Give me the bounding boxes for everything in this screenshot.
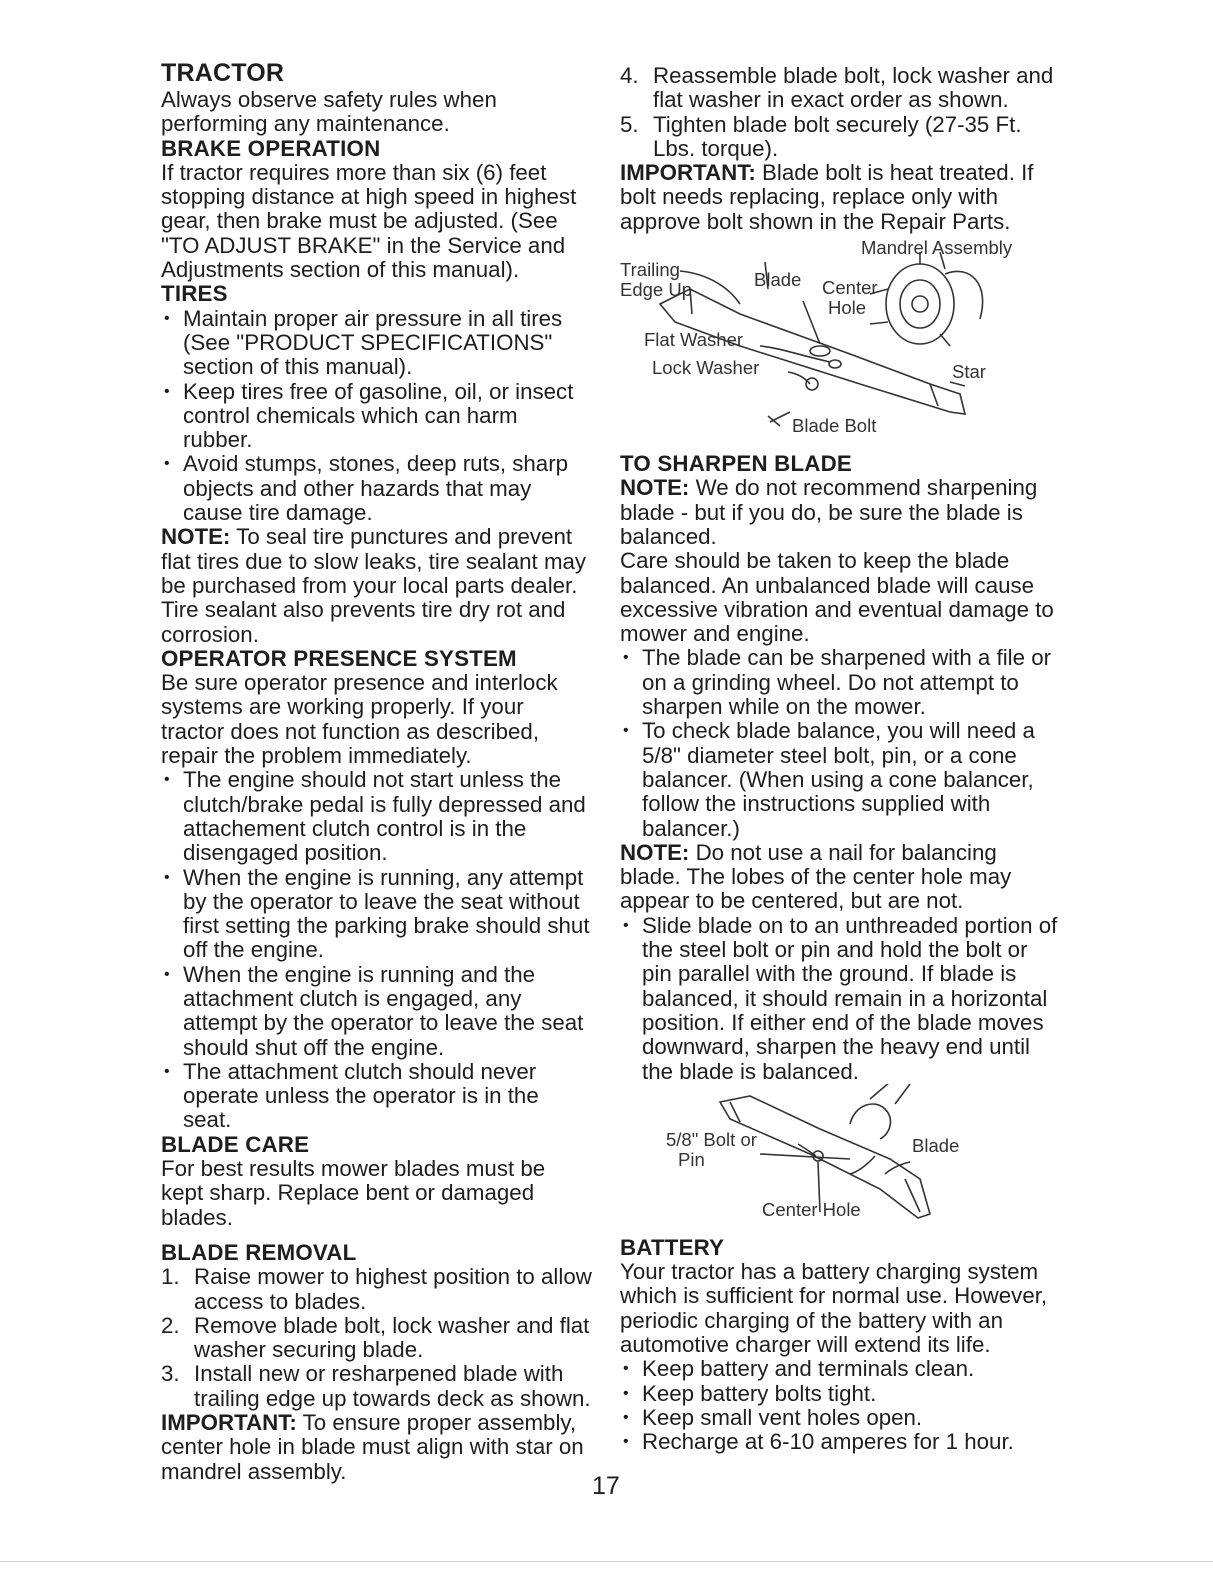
list-item: • Maintain proper air pressure in all tires (See "PRODUCT SPECIFICATIONS" section of this manual). xyxy=(161,307,593,380)
label-hole: Hole xyxy=(828,297,867,319)
tire-note xyxy=(161,525,593,646)
operator-presence-list xyxy=(161,768,593,1132)
tires-heading: TIRES xyxy=(161,281,228,307)
label-blade: Blade xyxy=(754,269,802,291)
list-item: • The blade can be sharpened with a file or on a grinding wheel. Do not attempt to sharpen while on the mower. xyxy=(620,646,1060,719)
list-item: 4. Reassemble blade bolt, lock washer and flat washer in exact order as shown. xyxy=(620,63,1054,113)
tires-list xyxy=(161,307,593,526)
sharpen-blade-heading: TO SHARPEN BLADE xyxy=(620,451,852,477)
list-item: • Keep battery and terminals clean. xyxy=(620,1357,1060,1381)
list-item: 3. Install new or resharpened blade with trailing edge up towards deck as shown. xyxy=(161,1361,591,1411)
label-star: Star xyxy=(952,361,986,383)
list-item: • Keep tires free of gasoline, oil, or insect control chemicals which can harm rubber. xyxy=(161,380,593,453)
label-bolt: 5/8" Bolt or xyxy=(666,1128,757,1150)
assembly-important xyxy=(161,1411,593,1484)
label-pin: Pin xyxy=(678,1148,705,1170)
list-item: • Slide blade on to an unthreaded portion of the steel bolt or pin and hold the bolt or pin parallel with the ground. If blade is balanced, it should remain in a horizontal position. If either end of the blade moves downward, sharpen the heavy end until the blade is balanced. xyxy=(620,914,1060,1084)
page-number: 17 xyxy=(592,1472,620,1500)
list-item: • To check blade balance, you will need a 5/8" diameter steel bolt, pin, or a cone balancer. (When using a cone balancer, follow the instructions supplied with balancer.) xyxy=(620,719,1060,840)
important-text: To ensure proper assembly, center hole in blade must align with star on mandrel assembly. xyxy=(161,1410,584,1484)
note-text: Do not use a nail for balancing blade. The lobes of the center hole may appear to be centered, but are not. xyxy=(620,839,1012,914)
balance-list xyxy=(620,914,1060,1084)
battery-text: Your tractor has a battery charging system which is sufficient for normal use. However, periodic charging of the battery with an automotive charger will extend its life. xyxy=(620,1259,1048,1357)
important-label: IMPORTANT: xyxy=(620,160,756,186)
blade-removal-heading: BLADE REMOVAL xyxy=(161,1239,357,1265)
list-item: • Keep small vent holes open. xyxy=(620,1406,1060,1430)
list-item: 5. Tighten blade bolt securely (27-35 Ft. Lbs. torque). xyxy=(620,111,1022,161)
label-blade-bolt: Blade Bolt xyxy=(792,415,877,437)
bottom-rule xyxy=(0,1561,1213,1562)
list-item: • The engine should not start unless the clutch/brake pedal is fully depressed and attachement clutch control is in the disengaged position. xyxy=(161,768,593,865)
list-item: • Avoid stumps, stones, deep ruts, sharp objects and other hazards that may cause tire damage. xyxy=(161,452,593,525)
list-item: • Recharge at 6-10 amperes for 1 hour. xyxy=(620,1430,1060,1454)
blade-care-heading: BLADE CARE xyxy=(161,1131,310,1157)
sharpen-note xyxy=(620,476,1060,549)
tractor-heading: TRACTOR xyxy=(161,59,285,87)
blade-removal-steps xyxy=(161,1265,593,1411)
left-column xyxy=(161,58,593,1484)
reassembly-steps xyxy=(620,64,1060,161)
brake-operation-text: If tractor requires more than six (6) feet stopping distance at high speed in highest gear, then brake must be adjusted. (See "TO ADJUST BRAKE" in the Service and Adjustments section of this manual). xyxy=(161,159,577,283)
label-lock-washer: Lock Washer xyxy=(652,357,760,379)
battery-list xyxy=(620,1357,1060,1454)
operator-presence-heading: OPERATOR PRESENCE SYSTEM xyxy=(161,645,517,671)
label-trailing: Trailing xyxy=(620,259,680,281)
important-label: IMPORTANT: xyxy=(161,1410,297,1436)
blade-balance-figure xyxy=(620,1084,1060,1236)
important-text: Blade bolt is heat treated. If bolt needs replacing, replace only with approve bolt shown in the Repair Parts. xyxy=(620,160,1034,234)
brake-operation-heading: BRAKE OPERATION xyxy=(161,135,381,161)
operator-presence-text: Be sure operator presence and interlock systems are working properly. If your tractor does not function as described, repair the problem immediately. xyxy=(161,670,558,769)
list-item: • When the engine is running, any attempt by the operator to leave the seat without first setting the parking brake should shut off the engine. xyxy=(161,866,593,963)
list-item: • The attachment clutch should never operate unless the operator is in the seat. xyxy=(161,1060,593,1133)
right-column xyxy=(620,58,1060,1454)
label-edge-up: Edge Up xyxy=(620,279,692,301)
label-center: Center xyxy=(822,277,878,299)
label-flat-washer: Flat Washer xyxy=(644,329,744,351)
list-item: 2. Remove blade bolt, lock washer and flat washer securing blade. xyxy=(161,1312,590,1363)
list-item: 1. Raise mower to highest position to allow access to blades. xyxy=(161,1264,592,1314)
tractor-text: Always observe safety rules when performing any maintenance. xyxy=(161,87,497,137)
balance-note xyxy=(620,841,1060,914)
note-label: NOTE: xyxy=(620,475,690,501)
label-mandrel-assembly: Mandrel Assembly xyxy=(861,237,1013,259)
bolt-important xyxy=(620,161,1060,234)
list-item: • Keep battery bolts tight. xyxy=(620,1382,1060,1406)
battery-heading: BATTERY xyxy=(620,1234,725,1260)
label-center-hole: Center Hole xyxy=(762,1198,861,1220)
note-label: NOTE: xyxy=(161,524,231,550)
blade-assembly-figure xyxy=(620,234,1060,452)
list-item: • When the engine is running and the attachment clutch is engaged, any attempt by the operator to leave the seat should shut off the engine. xyxy=(161,963,593,1060)
sharpen-list xyxy=(620,646,1060,840)
note-text: We do not recommend sharpening blade - but if you do, be sure the blade is balanced. xyxy=(620,475,1038,549)
label-blade: Blade xyxy=(912,1134,960,1156)
note-label: NOTE: xyxy=(620,839,690,865)
blade-care-text: For best results mower blades must be kept sharp. Replace bent or damaged blades. xyxy=(161,1156,546,1230)
note-text: To seal tire punctures and prevent flat tires due to slow leaks, tire sealant may be purchased from your local parts dealer. Tire sealant also prevents tire dry rot and corrosion. xyxy=(161,524,587,647)
care-text: Care should be taken to keep the blade balanced. An unbalanced blade will cause excessive vibration and eventual damage to mower and engine. xyxy=(620,548,1054,647)
